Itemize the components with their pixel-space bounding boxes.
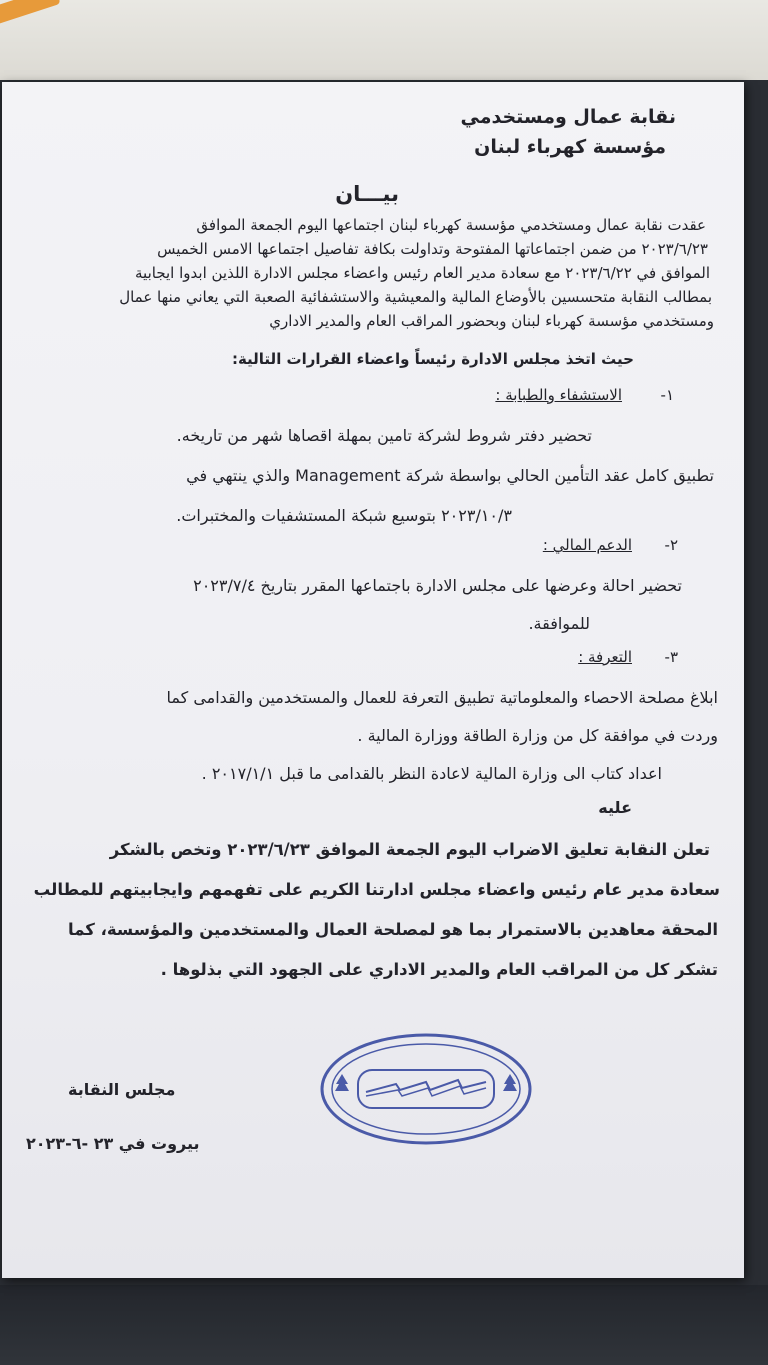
- signature-place-date: بيروت في ٢٣ -٦-٢٠٢٣: [26, 1134, 200, 1153]
- section-line: للموافقة.: [528, 614, 590, 633]
- intro-line: عقدت نقابة عمال ومستخدمي مؤسسة كهرباء لبنان اجتماعها اليوم الجمعة الموافق: [196, 216, 706, 234]
- official-stamp: [318, 1032, 534, 1146]
- section-line: تطبيق كامل عقد التأمين الحالي بواسطة شركة Management والذي ينتهي في: [186, 466, 714, 485]
- section-number: ٢-: [664, 536, 678, 554]
- intro-line: ومستخدمي مؤسسة كهرباء لبنان وبحضور المراقب العام والمدير الاداري: [269, 312, 714, 330]
- decisions-heading: حيث اتخذ مجلس الادارة رئيساً واعضاء القرارات التالية:: [231, 350, 634, 368]
- closing-line: تشكر كل من المراقب العام والمدير الاداري على الجهود التي بذلوها .: [160, 960, 718, 979]
- document-title: بيـــان: [335, 182, 399, 206]
- stamp-seal-icon: [318, 1032, 534, 1146]
- intro-line: ٢٠٢٣/٦/٢٣ من ضمن اجتماعاتها المفتوحة وتداولت بكافة تفاصيل اجتماعها الامس الخميس: [157, 240, 708, 258]
- intro-line: الموافق في ٢٠٢٣/٦/٢٢ مع سعادة مدير العام رئيس واعضاء مجلس الادارة اللذين ابدوا ايجابية: [135, 264, 710, 282]
- section-title: الدعم المالي :: [542, 536, 632, 554]
- intro-line: بمطالب النقابة متحسسين بالأوضاع المالية والمعيشية والاستشفائية الصعبة التي يعاني منها عمال: [119, 288, 712, 306]
- section-number: ١-: [660, 386, 674, 404]
- section-line: اعداد كتاب الى وزارة المالية لاعادة النظر بالقدامى ما قبل ٢٠١٧/١/١ .: [201, 764, 662, 783]
- org-name-line1: نقابة عمال ومستخدمي: [460, 106, 676, 128]
- desk-surface: [0, 1285, 768, 1365]
- background-surface: [0, 0, 768, 80]
- section-title: الاستشفاء والطبابة :: [495, 386, 622, 404]
- section-line: وردت في موافقة كل من وزارة الطاقة ووزارة المالية .: [357, 726, 718, 745]
- closing-line: تعلن النقابة تعليق الاضراب اليوم الجمعة الموافق ٢٠٢٣/٦/٢٣ وتخص بالشكر: [109, 840, 710, 859]
- section-line: تحضير دفتر شروط لشركة تامين بمهلة اقصاها شهر من تاريخه.: [176, 426, 592, 445]
- therefore-label: عليه: [598, 798, 632, 817]
- section-line: ابلاغ مصلحة الاحصاء والمعلوماتية تطبيق التعرفة للعمال والمستخدمين والقدامى كما: [166, 688, 718, 707]
- section-number: ٣-: [664, 648, 678, 666]
- closing-line: المحقة معاهدين بالاستمرار بما هو لمصلحة العمال والمستخدمين والمؤسسة، كما: [68, 920, 718, 939]
- section-title: التعرفة :: [578, 648, 632, 666]
- section-line: ٢٠٢٣/١٠/٣ بتوسيع شبكة المستشفيات والمختبرات.: [176, 506, 512, 525]
- section-line: تحضير احالة وعرضها على مجلس الادارة باجتماعها المقرر بتاريخ ٢٠٢٣/٧/٤: [193, 576, 682, 595]
- signature-council: مجلس النقابة: [68, 1080, 176, 1099]
- closing-line: سعادة مدير عام رئيس واعضاء مجلس ادارتنا الكريم على تفهمهم وايجابيتهم للمطالب: [33, 880, 720, 899]
- org-name-line2: مؤسسة كهرباء لبنان: [474, 136, 666, 158]
